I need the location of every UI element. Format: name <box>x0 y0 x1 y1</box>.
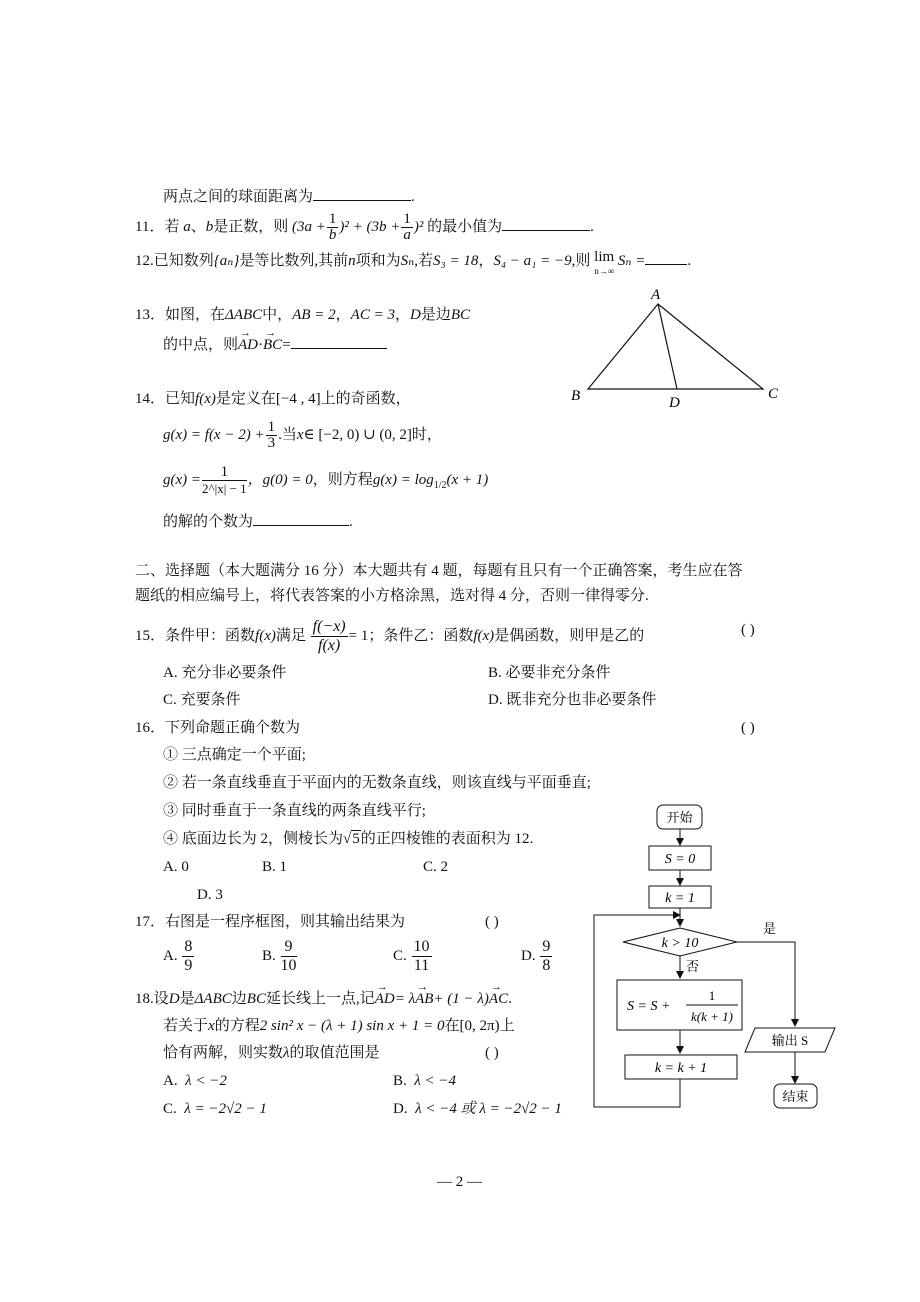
svg-text:S = S +: S = S + <box>627 999 671 1014</box>
svg-text:k > 10: k > 10 <box>661 936 699 951</box>
question-17: 17．右图是一程序框图，则其输出结果为 <box>135 914 406 930</box>
fraction: $\frac{8}{9}$ <box>184 938 193 974</box>
yes-branch <box>737 942 795 1026</box>
question-13: 13．如图，在ΔABC中，AB = 2，AC = 3，D是边BC <box>135 307 470 323</box>
svg-text:是: 是 <box>763 921 777 936</box>
svg-text:S = 0: S = 0 <box>664 852 696 867</box>
option-18-d: D. λ < −4 或 λ = −2√2 − 1 <box>393 1101 562 1117</box>
option-15-c: C. 充要条件 <box>163 692 241 708</box>
limit: lim n→∞ <box>594 249 615 276</box>
svg-text:输出 S: 输出 S <box>771 1033 809 1048</box>
q10-line: 两点之间的球面距离为 . <box>163 186 415 207</box>
section-2-line1: 二、选择题（本大题满分 16 分）本大题共有 4 题，每题有且只有一个正确答案，考生应在答 <box>135 563 743 579</box>
flowchart <box>590 800 840 1115</box>
statement-2: ② 若一条直线垂直于平面内的无数条直线，则该直线与平面垂直; <box>163 775 591 791</box>
triangle-abc <box>588 304 763 389</box>
answer-paren-15: ( ) <box>741 622 755 638</box>
page-number: — 2 — <box>437 1174 482 1190</box>
svg-text:k = k + 1: k = k + 1 <box>654 1061 708 1076</box>
answer-paren-17: ( ) <box>485 914 499 930</box>
label-c: C <box>768 386 779 402</box>
statement-3: ③ 同时垂直于一条直线的两条直线平行; <box>163 803 426 819</box>
fraction: $\frac{9}{10}$ <box>280 938 297 974</box>
question-18: 18.设D是ΔABC边BC延长线上一点,记→ AD= λ→ AB+ (1 − λ)→ AC. <box>135 989 512 1009</box>
question-12: 12.已知数列{aₙ}是等比数列,其前n项和为Sₙ,若S₃ = 18，S₄ − a₁ = −9,则 lim n→∞ Sₙ = . <box>135 249 692 276</box>
statement-4: ④ 底面边长为 2，侧棱长为√5的正四棱锥的表面积为 12. <box>163 831 534 847</box>
svg-text:开始: 开始 <box>666 810 693 825</box>
option-18-a: A. λ < −2 <box>163 1073 227 1089</box>
option-17-b: B. $\frac{9}{10}$ <box>262 938 297 974</box>
question-13-line2: 的中点，则→ AD·→ BC= <box>163 334 387 355</box>
label-d: D <box>669 395 680 411</box>
answer-blank <box>502 216 590 231</box>
fraction: $\frac{1}{3}$ <box>267 419 276 451</box>
svg-text:k(k + 1): k(k + 1) <box>691 1009 733 1024</box>
fraction: $\frac{1}{a}$ <box>403 211 411 243</box>
option-16-b: B. 1 <box>262 859 288 875</box>
svg-text:否: 否 <box>686 959 700 974</box>
option-15-d: D. 既非充分也非必要条件 <box>488 692 657 708</box>
statement-1: ① 三点确定一个平面; <box>163 747 306 763</box>
option-18-c: C. λ = −2√2 − 1 <box>163 1101 267 1117</box>
section-2-line2: 题纸的相应编号上，将代表答案的小方格涂黑，选对得 4 分，否则一律得零分. <box>135 588 649 604</box>
question-18-line3: 恰有两解，则实数λ的取值范围是 <box>163 1045 380 1061</box>
answer-blank <box>291 334 387 349</box>
answer-paren-16: ( ) <box>741 720 755 736</box>
svg-text:1: 1 <box>708 988 716 1003</box>
question-14-line3: g(x) = $\frac{1}{2\^{}|x| - 1}$ ，g(0) = 0，则方程$g(x) = \log_{1/2}(x + 1)$ <box>163 464 489 496</box>
triangle-figure <box>565 282 785 412</box>
answer-blank <box>313 186 411 201</box>
option-15-b: B. 必要非充分条件 <box>488 665 611 681</box>
question-14-line2: g(x) = f(x − 2) + $\frac{1}{3}$ .当x∈ [−2, 0) ∪ (0, 2]时， <box>163 419 442 451</box>
sqrt-symbol: √ <box>343 831 352 847</box>
answer-blank <box>253 511 349 526</box>
option-16-a: A. 0 <box>163 859 189 875</box>
answer-blank <box>645 250 687 265</box>
option-16-c: C. 2 <box>423 859 449 875</box>
fraction: $\frac{f(-x)}{f(x)}$ <box>312 618 346 654</box>
label-b: B <box>571 388 581 404</box>
question-16: 16．下列命题正确个数为 <box>135 720 301 736</box>
option-17-a: A. $\frac{8}{9}$ <box>163 938 193 974</box>
option-15-a: A. 充分非必要条件 <box>163 665 287 681</box>
fraction: $\frac{10}{11}$ <box>413 938 430 974</box>
answer-paren-18: ( ) <box>485 1045 499 1061</box>
question-11: 11．若 a、b是正数，则 (3a + $\frac{1}{b}$ )² + (3b + $\frac{1}{a}$ )² 的最小值为 . <box>135 211 594 243</box>
fraction: $\frac{9}{8}$ <box>542 938 551 974</box>
question-18-line2: 若关于x的方程2 sin² x − (λ + 1) sin x + 1 = 0在[0, 2π)上 <box>163 1018 515 1034</box>
option-16-d: D. 3 <box>197 887 223 903</box>
fraction: $\frac{1}{b}$ <box>328 211 337 243</box>
question-14: 14．已知f(x)是定义在[−4 , 4]上的奇函数， <box>135 391 411 407</box>
fraction: $\frac{1}{2\^{}|x| - 1}$ <box>202 464 247 496</box>
svg-text:k = 1: k = 1 <box>665 891 695 906</box>
option-17-d: D. $\frac{9}{8}$ <box>521 938 551 974</box>
question-14-line4: 的解的个数为 . <box>163 511 353 532</box>
label-a: A <box>651 287 661 303</box>
option-17-c: C. $\frac{10}{11}$ <box>393 938 430 974</box>
option-18-b: B. λ < −4 <box>393 1073 457 1089</box>
question-15: 15．条件甲：函数f(x)满足 $\frac{f(-x)}{f(x)}$ = 1；条件乙：函数f(x)是偶函数，则甲是乙的 <box>135 618 645 654</box>
svg-text:结束: 结束 <box>782 1089 809 1104</box>
